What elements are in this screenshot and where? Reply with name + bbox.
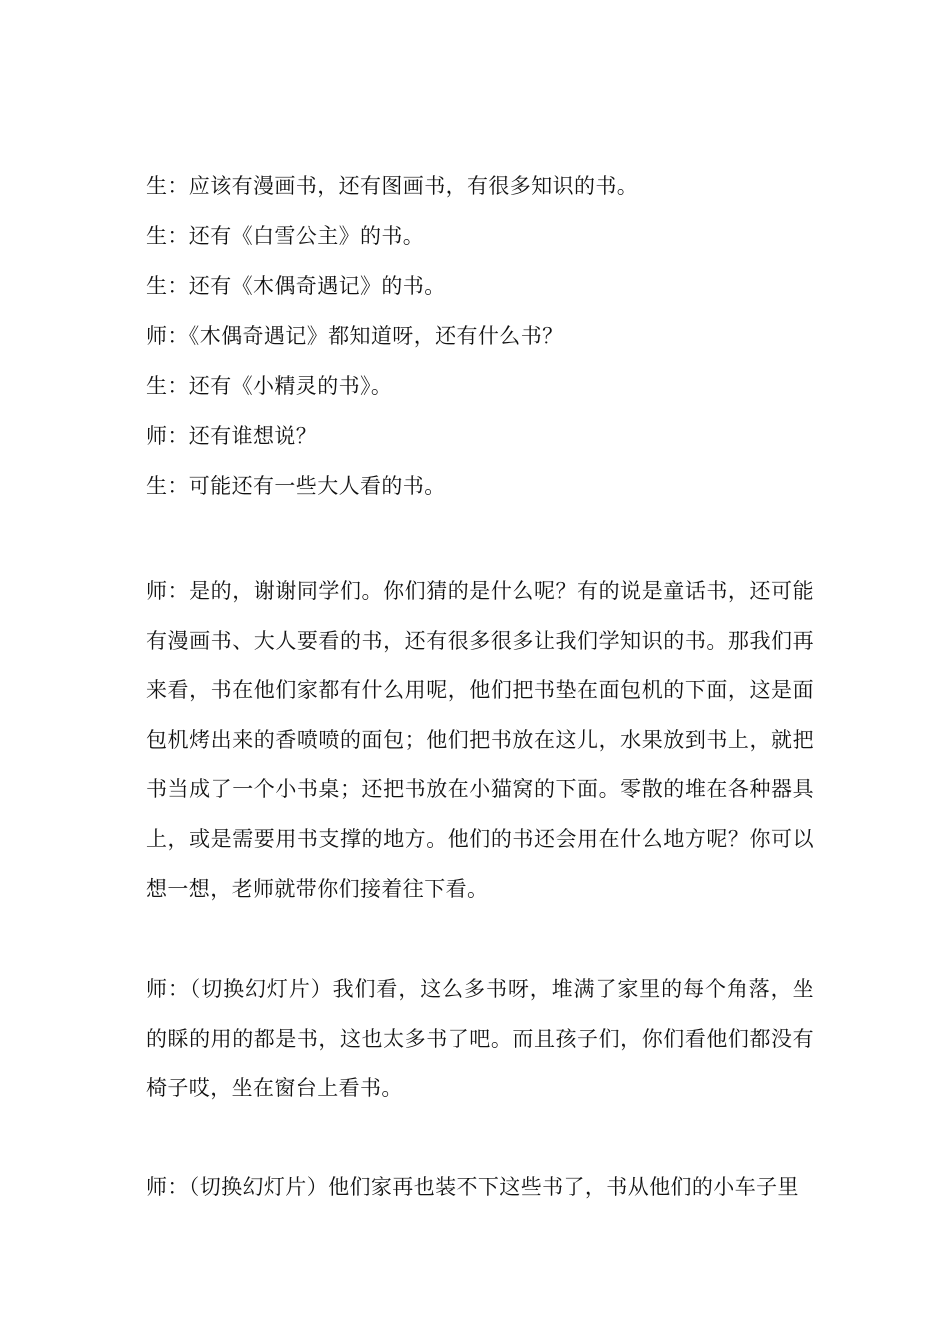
paragraph: 师：（切换幻灯片）他们家再也装不下这些书了，书从他们的小车子里 xyxy=(146,1175,799,1199)
dialogue-line: 生：应该有漫画书，还有图画书，有很多知识的书。 xyxy=(146,174,639,198)
paragraph: 师：是的，谢谢同学们。你们猜的是什么呢？有的说是童话书，还可能有漫画书、大人要看的书，还有很多很多让我们学知识的书。那我们再来看，书在他们家都有什么用呢，他们把书垫在面包机的下面，这是面包机烤出来的香喷喷的面包；他们把书放在这儿，水果放到书上，就把书当成了一个小书桌；还把书放在小猫窝的下面。零散的堆在各种器具上，或是需要用书支撑的地方。他们的书还会用在什么地方呢？你可以想一想，老师就带你们接着往下看。 xyxy=(146,579,814,901)
dialogue-line: 师：《木偶奇遇记》都知道呀，还有什么书？ xyxy=(146,324,564,348)
dialogue-line: 生：还有《木偶奇遇记》的书。 xyxy=(146,274,446,298)
dialogue-line: 生：还有《小精灵的书》。 xyxy=(146,374,393,398)
dialogue-line: 师：还有谁想说？ xyxy=(146,424,318,448)
paragraph: 师：（切换幻灯片）我们看，这么多书呀，堆满了家里的每个角落，坐的睬的用的都是书，这也太多书了吧。而且孩子们，你们看他们都没有椅子哎，坐在窗台上看书。 xyxy=(146,977,814,1101)
dialogue-line: 生：可能还有一些大人看的书。 xyxy=(146,474,446,498)
dialogue-line: 生：还有《白雪公主》的书。 xyxy=(146,224,425,248)
